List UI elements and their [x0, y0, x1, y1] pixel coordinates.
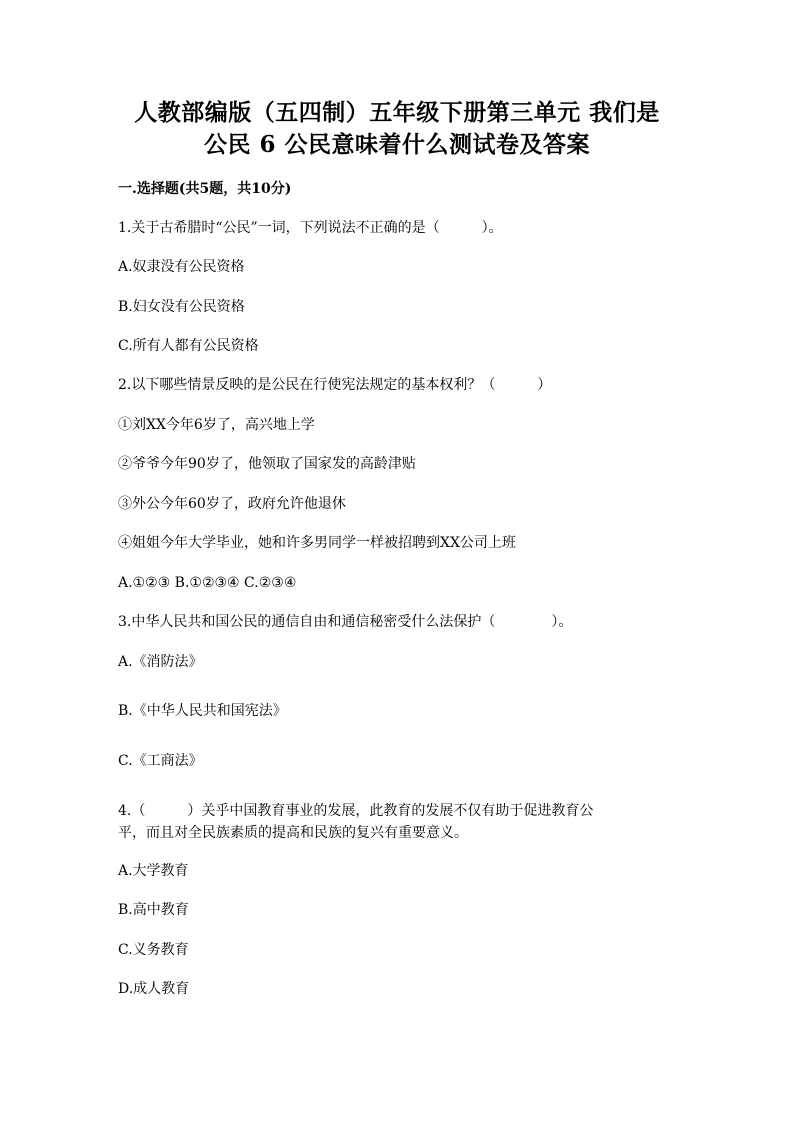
document-title-line-2: 公民 6 公民意味着什么测试卷及答案: [203, 131, 591, 158]
question-4-stem-line-2: 平，而且对全民族素质的提高和民族的复兴有重要意义。: [118, 825, 468, 841]
question-2-item-3: ③外公今年60岁了，政府允许他退休: [118, 496, 346, 512]
question-4-option-b: B.高中教育: [118, 902, 189, 918]
question-2-item-1: ①刘XX今年6岁了，高兴地上学: [118, 417, 315, 433]
question-1-option-b: B.妇女没有公民资格: [118, 299, 245, 315]
question-1-stem: 1.关于古希腊时“公民”一词，下列说法不正确的是（ ）。: [118, 220, 503, 236]
document-title-line-1: 人教部编版（五四制）五年级下册第三单元 我们是: [134, 99, 660, 126]
question-1-option-c: C.所有人都有公民资格: [118, 338, 259, 354]
question-4-stem-line-1: 4.（ ）关乎中国教育事业的发展，此教育的发展不仅有助于促进教育公: [118, 803, 594, 819]
question-4-option-c: C.义务教育: [118, 942, 189, 958]
section-heading: 一.选择题(共5题，共10分): [118, 181, 292, 197]
question-3-stem: 3.中华人民共和国公民的通信自由和通信秘密受什么法保护（ ）。: [118, 614, 573, 630]
question-4-option-d: D.成人教育: [118, 981, 190, 997]
question-2-options: A.①②③ B.①②③④ C.②③④: [118, 575, 297, 591]
question-2-item-2: ②爷爷今年90岁了，他领取了国家发的高龄津贴: [118, 456, 416, 472]
question-3-option-b: B.《中华人民共和国宪法》: [118, 703, 287, 719]
question-3-option-c: C.《工商法》: [118, 753, 203, 769]
question-2-item-4: ④姐姐今年大学毕业，她和许多男同学一样被招聘到XX公司上班: [118, 535, 516, 551]
question-4-option-a: A.大学教育: [118, 863, 189, 879]
question-3-option-a: A.《消防法》: [118, 654, 203, 670]
question-2-stem: 2.以下哪些情景反映的是公民在行使宪法规定的基本权利？（ ）: [118, 377, 552, 393]
question-1-option-a: A.奴隶没有公民资格: [118, 259, 245, 275]
